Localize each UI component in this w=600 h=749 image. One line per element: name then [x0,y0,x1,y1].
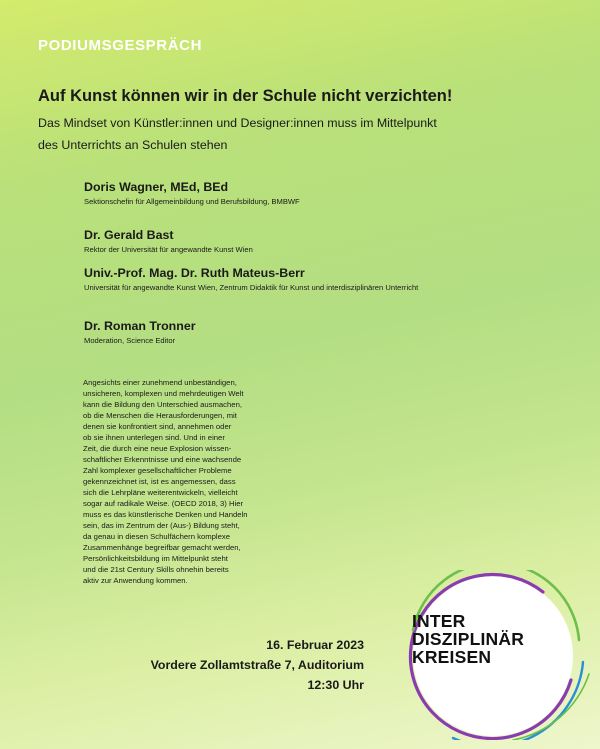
speaker-role: Rektor der Universität für angewandte Kunst Wien [84,245,253,254]
event-location: Vordere Zollamtstraße 7, Auditorium [150,658,364,672]
kicker-label: PODIUMSGESPRÄCH [38,37,203,54]
body-line: ob sie ihnen unterlegen sind. Und in einer [83,433,225,442]
subtitle-line: des Unterrichts an Schulen stehen [38,138,228,152]
body-line: Zahl komplexer gesellschaftlicher Probleme [83,466,232,475]
subtitle [38,112,538,156]
logo-line: KREISEN [412,647,492,667]
subtitle-line: Das Mindset von Künstler:innen und Designer:innen muss im Mittelpunkt [38,116,437,130]
speaker-name: Dr. Gerald Bast [84,228,174,242]
event-date: 16. Februar 2023 [266,638,364,652]
event-details [151,635,364,695]
body-line: sich die Lehrpläne weiterentwickeln, vielleicht [83,488,238,497]
body-line: Zeit, die durch eine neue Explosion wissen- [83,444,232,453]
event-time: 12:30 Uhr [307,678,364,692]
speaker-role: Moderation, Science Editor [84,336,176,345]
body-line: Zusammenhänge begreifbar gemacht werden, [83,543,241,552]
logo-wordmark [412,612,524,666]
body-line: und die 21st Century Skills ohnehin bereits [83,565,229,574]
body-line: sogar auf radikale Weise. (OECD 2018, 3) Hier [83,499,244,508]
speaker-role: Universität für angewandte Kunst Wien, Zentrum Didaktik für Kunst und interdisziplinären Unterricht [84,283,419,292]
speaker-role: Sektionschefin für Allgemeinbildung und Berufsbildung, BMBWF [84,197,300,206]
speaker-name: Univ.-Prof. Mag. Dr. Ruth Mateus-Berr [84,266,305,280]
logo-line: DISZIPLINÄR [412,629,525,649]
body-line: Angesichts einer zunehmend unbeständigen, [83,378,237,387]
speaker-name: Doris Wagner, MEd, BEd [84,180,229,194]
speaker-item [84,319,196,345]
speaker-item [84,180,300,206]
body-line: gekennzeichnet ist, ist es angemessen, dass [83,477,236,486]
logo-line: INTER [412,611,466,631]
body-line: aktiv zur Anwendung kommen. [83,576,188,585]
body-line: schaftlicher Erkenntnisse und eine wachsende [83,455,242,464]
body-line: unsicheren, komplexen und mehrdeutigen Welt [83,389,244,398]
speaker-name: Dr. Roman Tronner [84,319,196,333]
headline: Auf Kunst können wir in der Schule nicht verzichten! [38,87,453,105]
body-line: Persönlichkeitsbildung im Mittelpunkt steht [83,554,228,563]
body-line: muss es das künstlerische Denken und Handeln [83,510,248,519]
speaker-item [84,228,253,254]
body-line: da genau in diesen Schulfächern komplexe [83,532,231,541]
body-line: denen sie konfrontiert sind, annehmen oder [83,422,232,431]
body-line: ob die Menschen die Herausforderungen, mit [83,411,237,420]
speaker-item [84,266,418,292]
body-line: kann die Bildung den Unterschied ausmachen, [83,400,242,409]
body-line: sein, das im Zentrum der (Aus-) Bildung steht, [83,521,240,530]
body-paragraph [83,377,321,586]
